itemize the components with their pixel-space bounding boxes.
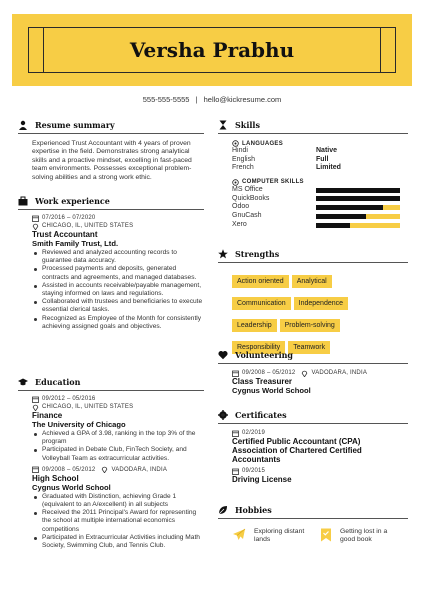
skill-bar <box>316 188 400 193</box>
list-item: Participated in Debate Club, FinTech Society, and Volleyball Team as extracurricular activities. <box>32 446 204 462</box>
languages-title: LANGUAGES <box>242 140 284 147</box>
hobby-item: Exploring distant lands <box>232 528 320 545</box>
volunteering-org: Cygnus World School <box>232 386 311 395</box>
certificate-name: Certified Public Accountant (CPA) Association of Chartered Certified Accountants <box>232 437 362 464</box>
education-location: VADODARA, INDIA <box>111 466 168 473</box>
volunteering-role: Class Treasurer <box>232 377 293 386</box>
contact-line <box>0 95 424 104</box>
divider <box>218 423 408 424</box>
skill-row: Odoo <box>232 203 408 212</box>
strengths-section <box>218 249 408 358</box>
briefcase-icon <box>18 196 28 206</box>
education-bullets <box>32 493 204 550</box>
skill-row: GnuCash <box>232 212 408 221</box>
list-item: Assisted in accounts receivable/payable management, staying informed on laws and regulations. <box>32 282 204 298</box>
calendar-icon <box>232 370 239 377</box>
divider <box>218 518 408 519</box>
summary-section <box>18 120 204 182</box>
education-item <box>32 466 204 550</box>
list-item: Achieved a GPA of 3.98, ranking in the top 3% of the program <box>32 430 204 446</box>
skill-bar <box>316 196 400 201</box>
strength-tag: Responsibility <box>232 341 285 354</box>
education-school: Cygnus World School <box>32 482 111 492</box>
strength-tag: Leadership <box>232 319 277 332</box>
certificates-section <box>218 410 408 484</box>
education-title: Education <box>35 377 81 387</box>
user-icon <box>18 120 28 130</box>
summary-title: Resume summary <box>35 120 115 130</box>
heart-icon <box>218 350 228 360</box>
volunteering-section <box>218 350 408 395</box>
calendar-icon <box>32 396 39 403</box>
location-pin-icon <box>101 466 108 473</box>
calendar-icon <box>232 468 239 475</box>
language-row: Hindi Native <box>232 147 338 154</box>
strength-tags <box>232 270 408 358</box>
email[interactable]: hello@kickresume.com <box>203 95 282 104</box>
location-pin-icon <box>32 223 39 230</box>
location-pin-icon <box>301 370 308 377</box>
list-item: Received the 2011 Principal's Award for representing the school at multiple international economics competitions <box>32 509 204 534</box>
education-bullets <box>32 430 204 463</box>
candidate-name: Versha Prabhu <box>129 38 295 62</box>
strength-tag: Independence <box>294 297 348 310</box>
education-school: The University of Chicago <box>32 420 126 429</box>
certificate-name: Driving License <box>232 475 292 484</box>
bookmark-icon <box>320 528 332 542</box>
computer-skills-list <box>232 186 408 230</box>
skill-bar <box>316 214 400 219</box>
education-degree: Finance <box>32 411 63 420</box>
phone[interactable]: 555-555-5555 <box>142 95 190 104</box>
education-item <box>32 395 204 463</box>
hobby-item: Getting lost in a good book <box>320 528 408 545</box>
star-icon <box>218 249 228 259</box>
education-section <box>18 377 204 550</box>
strength-tag: Teamwork <box>288 341 330 354</box>
education-degree: High School <box>32 473 79 483</box>
work-section <box>18 196 204 331</box>
hourglass-icon <box>218 120 228 130</box>
divider <box>218 133 408 134</box>
certificate-date: 02/2019 <box>242 430 266 436</box>
airplane-icon <box>232 528 246 542</box>
skill-bar-fill <box>316 205 383 210</box>
calendar-icon <box>32 466 39 473</box>
language-row: French Limited <box>232 164 341 172</box>
divider <box>18 390 204 391</box>
location-pin-icon <box>32 404 39 411</box>
volunteering-dates: 09/2008 – 05/2012 <box>242 370 296 376</box>
skills-title: Skills <box>235 120 260 130</box>
work-location: CHICAGO, IL, UNITED STATES <box>42 223 134 229</box>
computer-skills-title: COMPUTER SKILLS <box>242 179 304 186</box>
volunteering-title: Volunteering <box>235 350 294 360</box>
graduation-cap-icon <box>18 377 28 387</box>
leaf-icon <box>218 505 228 515</box>
contact-separator: | <box>195 95 198 104</box>
work-dates: 07/2016 – 07/2020 <box>42 215 96 221</box>
calendar-icon <box>32 215 39 222</box>
list-item: Recognized as Employee of the Month for consistently achieving assigned goals and objectives. <box>32 315 204 331</box>
education-location: CHICAGO, IL, UNITED STATES <box>42 404 134 410</box>
skill-bar <box>316 223 400 228</box>
skill-row: QuickBooks <box>232 195 408 204</box>
skill-row: MS Office <box>232 186 408 195</box>
education-dates: 09/2012 – 05/2016 <box>42 396 96 402</box>
work-title: Work experience <box>35 196 110 206</box>
divider <box>18 209 204 210</box>
summary-text: Experienced Trust Accountant with 4 years of proven expertise in the field. Demonstrates strong analytical skills and a proactive mindset, excelling in fast-paced team environments. Possesses exceptional problem-solving abilities and a strong work ethic. <box>32 140 192 181</box>
list-item: Graduated with Distinction, achieving Grade 1 (equivalent to an A/excellent) in all subjects <box>32 493 204 509</box>
strength-tag: Analytical <box>292 275 332 288</box>
work-item <box>32 214 204 331</box>
list-item: Reviewed and analyzed accounting records to guarantee data accuracy. <box>32 249 204 265</box>
divider <box>218 363 408 364</box>
divider <box>218 262 408 263</box>
strength-tag: Action oriented <box>232 275 289 288</box>
hobbies-title: Hobbies <box>235 505 272 515</box>
strengths-title: Strengths <box>235 249 280 259</box>
work-role: Trust Accountant <box>32 230 98 239</box>
certificate-date: 09/2015 <box>242 468 266 474</box>
list-item: Collaborated with trustees and beneficiaries to execute essential clerical tasks. <box>32 298 204 314</box>
strength-tag: Problem-solving <box>280 319 340 332</box>
skill-bar-fill <box>316 214 366 219</box>
skill-row: Xero <box>232 221 408 230</box>
list-item: Participated in Extracurricular Activities including Math Society, Swimming Club, and Tennis Club. <box>32 534 204 550</box>
skill-bar <box>316 205 400 210</box>
work-bullets <box>32 249 204 331</box>
volunteering-location: VADODARA, INDIA <box>311 370 368 376</box>
certificate-gear-icon <box>218 410 228 420</box>
education-dates: 09/2008 – 05/2012 <box>42 466 96 473</box>
certificates-title: Certificates <box>235 410 287 420</box>
skill-bar-fill <box>316 188 400 193</box>
language-row: English Full <box>232 155 329 163</box>
resume-header <box>12 14 412 86</box>
circle-dot-icon <box>232 179 239 186</box>
skill-bar-fill <box>316 196 400 201</box>
hobbies-section <box>218 505 408 545</box>
skills-section <box>218 120 408 230</box>
strength-tag: Communication <box>232 297 291 310</box>
list-item: Processed payments and deposits, generated contracts and agreements, and managed databases. <box>32 265 204 281</box>
circle-dot-icon <box>232 140 239 147</box>
work-org: Smith Family Trust, Ltd. <box>32 239 119 248</box>
calendar-icon <box>232 430 239 437</box>
skill-bar-fill <box>316 223 350 228</box>
divider <box>18 133 204 134</box>
